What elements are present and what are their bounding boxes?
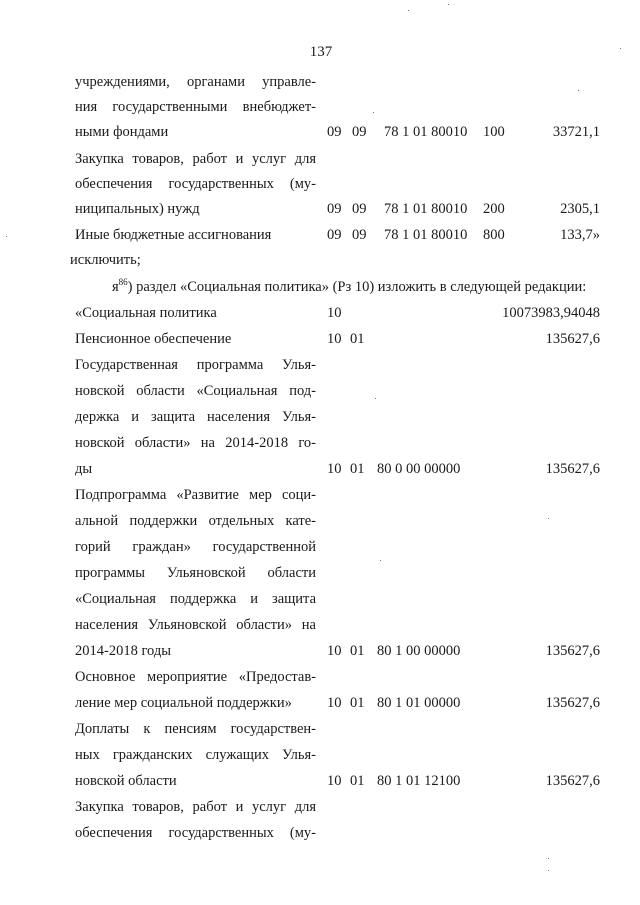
- instruction-paragraph: [112, 279, 586, 296]
- row-text-line: держка и защита населения Улья-: [75, 409, 316, 425]
- code-csr: 78 1 01 80010: [384, 201, 468, 217]
- row-text-line: ление мер социальной поддержки»: [75, 695, 292, 711]
- code-vr: 100: [483, 124, 505, 140]
- amount: 135627,6: [545, 643, 600, 659]
- code-pr: 01: [350, 773, 365, 789]
- row-text-line: обеспечения государственных (му-: [75, 176, 316, 192]
- code-csr: 80 0 00 00000: [377, 461, 461, 477]
- amount: 2305,1: [560, 201, 600, 217]
- footnote-number: 86: [118, 277, 128, 288]
- code-rz: 10: [327, 305, 342, 321]
- code-rz: 10: [327, 331, 342, 347]
- row-text-line: Подпрограмма «Развитие мер соци-: [75, 487, 316, 503]
- row-text-line: «Социальная поддержка и защита: [75, 591, 316, 607]
- code-csr: 80 1 00 00000: [377, 643, 461, 659]
- scan-speck: [380, 560, 381, 561]
- code-rz: 10: [327, 461, 342, 477]
- row-text-line: 2014-2018 годы: [75, 643, 171, 659]
- code-rz: 09: [327, 227, 342, 243]
- amount: 135627,6: [545, 695, 600, 711]
- scan-speck: [620, 48, 621, 49]
- row-text-line: Пенсионное обеспечение: [75, 331, 232, 347]
- code-rz: 10: [327, 643, 342, 659]
- code-pr: 09: [352, 124, 367, 140]
- row-text-line: Закупка товаров, работ и услуг для: [75, 151, 316, 167]
- row-text-line: Государственная программа Улья-: [75, 357, 316, 373]
- code-csr: 80 1 01 00000: [377, 695, 461, 711]
- scan-speck: [548, 870, 549, 871]
- row-text-line: обеспечения государственных (му-: [75, 825, 316, 841]
- instruction-text: ) раздел «Социальная политика» (Рз 10) изложить в следующей редакции:: [127, 279, 587, 295]
- amount: 33721,1: [552, 124, 600, 140]
- amount: 133,7»: [560, 227, 600, 243]
- row-text-line: горий граждан» государственной: [75, 539, 316, 555]
- code-pr: 09: [352, 201, 367, 217]
- code-rz: 09: [327, 201, 342, 217]
- row-text-line: Закупка товаров, работ и услуг для: [75, 799, 316, 815]
- row-text-line: ными фондами: [75, 124, 169, 140]
- amount: 10073983,94048: [502, 305, 600, 321]
- instruction-prefix: я: [112, 279, 119, 295]
- row-text-line: учреждениями, органами управле-: [75, 74, 316, 90]
- amount: 135627,6: [545, 461, 600, 477]
- code-csr: 78 1 01 80010: [384, 227, 468, 243]
- code-vr: 800: [483, 227, 505, 243]
- scan-speck: [448, 4, 449, 5]
- scan-speck: [408, 10, 409, 11]
- row-text-line: Основное мероприятие «Предостав-: [75, 669, 316, 685]
- code-rz: 10: [327, 773, 342, 789]
- scan-speck: [548, 858, 549, 859]
- row-text-line: новской области «Социальная под-: [75, 383, 316, 399]
- row-text-line: «Социальная политика: [75, 305, 217, 321]
- code-csr: 78 1 01 80010: [384, 124, 468, 140]
- code-vr: 200: [483, 201, 505, 217]
- scan-speck: [373, 112, 374, 113]
- scan-speck: [6, 236, 7, 237]
- page-number: 137: [309, 44, 333, 60]
- code-csr: 80 1 01 12100: [377, 773, 461, 789]
- scan-speck: [548, 518, 549, 519]
- row-text-line: программы Ульяновской области: [75, 565, 316, 581]
- code-pr: 01: [350, 461, 365, 477]
- scan-speck: [375, 398, 376, 399]
- code-pr: 01: [350, 643, 365, 659]
- exclude-text: исключить;: [70, 252, 141, 268]
- row-text-line: ных гражданских служащих Улья-: [75, 747, 316, 763]
- row-text-line: ния государственными внебюджет-: [75, 99, 316, 115]
- row-text-line: новской области» на 2014-2018 го-: [75, 435, 316, 451]
- scan-speck: [578, 90, 579, 91]
- code-pr: 01: [350, 331, 365, 347]
- amount: 135627,6: [545, 331, 600, 347]
- row-text-line: альной поддержки отдельных кате-: [75, 513, 316, 529]
- amount: 135627,6: [545, 773, 600, 789]
- code-pr: 09: [352, 227, 367, 243]
- code-rz: 09: [327, 124, 342, 140]
- row-text-line: ды: [75, 461, 93, 477]
- row-text-line: ниципальных) нужд: [75, 201, 200, 217]
- row-text-line: новской области: [75, 773, 177, 789]
- row-text-line: Иные бюджетные ассигнования: [75, 227, 272, 243]
- row-text-line: Доплаты к пенсиям государствен-: [75, 721, 316, 737]
- code-rz: 10: [327, 695, 342, 711]
- code-pr: 01: [350, 695, 365, 711]
- row-text-line: населения Ульяновской области» на: [75, 617, 316, 633]
